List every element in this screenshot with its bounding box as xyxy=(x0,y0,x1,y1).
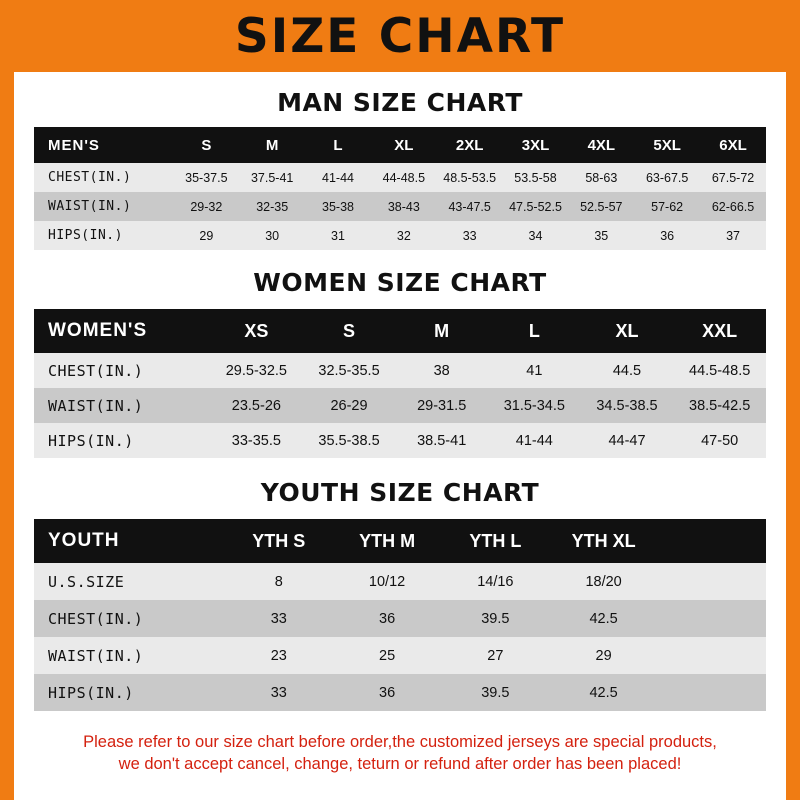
men-row-2-val-0: 29 xyxy=(173,221,239,250)
youth-header-cell-0: YOUTH xyxy=(34,519,225,563)
men-row-2-val-5: 34 xyxy=(503,221,569,250)
men-row-2-val-4: 33 xyxy=(437,221,503,250)
men-row-0-label: CHEST(IN.) xyxy=(34,163,173,192)
women-row-0-val-2: 38 xyxy=(395,353,488,388)
women-row-2-val-0: 33-35.5 xyxy=(210,423,303,458)
youth-row-1-val-3: 42.5 xyxy=(549,600,657,637)
women-row-2-val-3: 41-44 xyxy=(488,423,581,458)
women-row-1-val-5: 38.5-42.5 xyxy=(673,388,766,423)
men-row-1-val-2: 35-38 xyxy=(305,192,371,221)
youth-row-3-val-3: 42.5 xyxy=(549,674,657,711)
youth-row-3-label: HIPS(IN.) xyxy=(34,674,225,711)
men-row-2-val-3: 32 xyxy=(371,221,437,250)
women-row-2-val-4: 44-47 xyxy=(581,423,674,458)
men-row-1-label: WAIST(IN.) xyxy=(34,192,173,221)
table-row xyxy=(34,192,766,221)
men-header-cell-1: S xyxy=(173,127,239,163)
page-title: SIZE CHART xyxy=(234,8,566,64)
women-header-cell-2: S xyxy=(303,309,396,353)
women-row-0-val-0: 29.5-32.5 xyxy=(210,353,303,388)
footer-line-2: we don't accept cancel, change, teturn or refund after order has been placed! xyxy=(118,755,682,774)
youth-row-0-val-2: 14/16 xyxy=(441,563,549,600)
youth-header-cell-spacer xyxy=(658,519,766,563)
women-row-1-val-1: 26-29 xyxy=(303,388,396,423)
women-row-2-val-2: 38.5-41 xyxy=(395,423,488,458)
youth-row-2-label: WAIST(IN.) xyxy=(34,637,225,674)
youth-row-1-spacer xyxy=(658,600,766,637)
youth-header-cell-2: YTH M xyxy=(333,519,441,563)
women-header-cell-6: XXL xyxy=(673,309,766,353)
men-row-2-label: HIPS(IN.) xyxy=(34,221,173,250)
men-row-1-val-3: 38-43 xyxy=(371,192,437,221)
men-header-cell-4: XL xyxy=(371,127,437,163)
women-row-1-val-0: 23.5-26 xyxy=(210,388,303,423)
youth-size-table xyxy=(34,519,766,711)
women-row-0-val-4: 44.5 xyxy=(581,353,674,388)
youth-row-1-label: CHEST(IN.) xyxy=(34,600,225,637)
men-header-cell-6: 3XL xyxy=(503,127,569,163)
men-header-cell-9: 6XL xyxy=(700,127,766,163)
youth-row-0-spacer xyxy=(658,563,766,600)
youth-row-3-val-0: 33 xyxy=(225,674,333,711)
youth-row-2-val-1: 25 xyxy=(333,637,441,674)
women-row-2-val-1: 35.5-38.5 xyxy=(303,423,396,458)
men-header-cell-7: 4XL xyxy=(568,127,634,163)
men-header-cell-3: L xyxy=(305,127,371,163)
table-row xyxy=(34,388,766,423)
men-header-cell-8: 5XL xyxy=(634,127,700,163)
women-row-1-val-2: 29-31.5 xyxy=(395,388,488,423)
men-row-0-val-7: 63-67.5 xyxy=(634,163,700,192)
youth-header-cell-1: YTH S xyxy=(225,519,333,563)
youth-header-cell-3: YTH L xyxy=(441,519,549,563)
youth-row-2-val-0: 23 xyxy=(225,637,333,674)
women-row-1-val-4: 34.5-38.5 xyxy=(581,388,674,423)
men-row-0-val-1: 37.5-41 xyxy=(239,163,305,192)
footer-line-1: Please refer to our size chart before order,the customized jerseys are special products, xyxy=(83,733,717,751)
women-row-2-val-5: 47-50 xyxy=(673,423,766,458)
men-row-2-val-7: 36 xyxy=(634,221,700,250)
men-row-0-val-0: 35-37.5 xyxy=(173,163,239,192)
table-row xyxy=(34,674,766,711)
women-size-table xyxy=(34,309,766,458)
women-row-0-label: CHEST(IN.) xyxy=(34,353,210,388)
youth-row-0-val-0: 8 xyxy=(225,563,333,600)
table-row xyxy=(34,163,766,192)
table-row xyxy=(34,353,766,388)
men-row-0-val-4: 48.5-53.5 xyxy=(437,163,503,192)
men-row-0-val-6: 58-63 xyxy=(568,163,634,192)
youth-row-3-spacer xyxy=(658,674,766,711)
table-row xyxy=(34,423,766,458)
women-section-title: WOMEN SIZE CHART xyxy=(253,268,547,297)
men-header-cell-0: MEN'S xyxy=(34,127,173,163)
men-row-2-val-8: 37 xyxy=(700,221,766,250)
youth-row-1-val-0: 33 xyxy=(225,600,333,637)
men-row-1-val-8: 62-66.5 xyxy=(700,192,766,221)
men-header-cell-2: M xyxy=(239,127,305,163)
men-size-table xyxy=(34,127,766,250)
women-row-0-val-3: 41 xyxy=(488,353,581,388)
men-row-1-val-5: 47.5-52.5 xyxy=(503,192,569,221)
table-row xyxy=(34,637,766,674)
youth-row-3-val-1: 36 xyxy=(333,674,441,711)
women-row-1-label: WAIST(IN.) xyxy=(34,388,210,423)
header-banner xyxy=(0,0,800,72)
men-row-2-val-6: 35 xyxy=(568,221,634,250)
youth-header-cell-4: YTH XL xyxy=(549,519,657,563)
youth-row-3-val-2: 39.5 xyxy=(441,674,549,711)
women-row-2-label: HIPS(IN.) xyxy=(34,423,210,458)
men-row-1-val-6: 52.5-57 xyxy=(568,192,634,221)
youth-row-2-val-2: 27 xyxy=(441,637,549,674)
youth-row-2-spacer xyxy=(658,637,766,674)
youth-table-header-row xyxy=(34,519,766,563)
women-row-0-val-1: 32.5-35.5 xyxy=(303,353,396,388)
table-row xyxy=(34,221,766,250)
youth-section-title: YOUTH SIZE CHART xyxy=(260,478,540,507)
youth-row-1-val-2: 39.5 xyxy=(441,600,549,637)
women-row-1-val-3: 31.5-34.5 xyxy=(488,388,581,423)
youth-row-0-val-3: 18/20 xyxy=(549,563,657,600)
men-row-0-val-5: 53.5-58 xyxy=(503,163,569,192)
table-row xyxy=(34,600,766,637)
women-header-cell-3: M xyxy=(395,309,488,353)
men-header-cell-5: 2XL xyxy=(437,127,503,163)
footer-disclaimer xyxy=(34,731,766,776)
men-row-0-val-2: 41-44 xyxy=(305,163,371,192)
men-row-1-val-4: 43-47.5 xyxy=(437,192,503,221)
men-row-0-val-8: 67.5-72 xyxy=(700,163,766,192)
women-header-cell-4: L xyxy=(488,309,581,353)
women-header-cell-5: XL xyxy=(581,309,674,353)
man-section-title: MAN SIZE CHART xyxy=(277,88,523,117)
men-row-2-val-2: 31 xyxy=(305,221,371,250)
men-row-1-val-1: 32-35 xyxy=(239,192,305,221)
youth-row-2-val-3: 29 xyxy=(549,637,657,674)
youth-row-1-val-1: 36 xyxy=(333,600,441,637)
youth-row-0-label: U.S.SIZE xyxy=(34,563,225,600)
men-row-1-val-7: 57-62 xyxy=(634,192,700,221)
chart-content xyxy=(14,88,786,776)
men-row-0-val-3: 44-48.5 xyxy=(371,163,437,192)
men-table-header-row xyxy=(34,127,766,163)
women-row-0-val-5: 44.5-48.5 xyxy=(673,353,766,388)
youth-row-0-val-1: 10/12 xyxy=(333,563,441,600)
women-table-header-row xyxy=(34,309,766,353)
women-header-cell-1: XS xyxy=(210,309,303,353)
men-row-1-val-0: 29-32 xyxy=(173,192,239,221)
table-row xyxy=(34,563,766,600)
women-header-cell-0: WOMEN'S xyxy=(34,309,210,353)
men-row-2-val-1: 30 xyxy=(239,221,305,250)
